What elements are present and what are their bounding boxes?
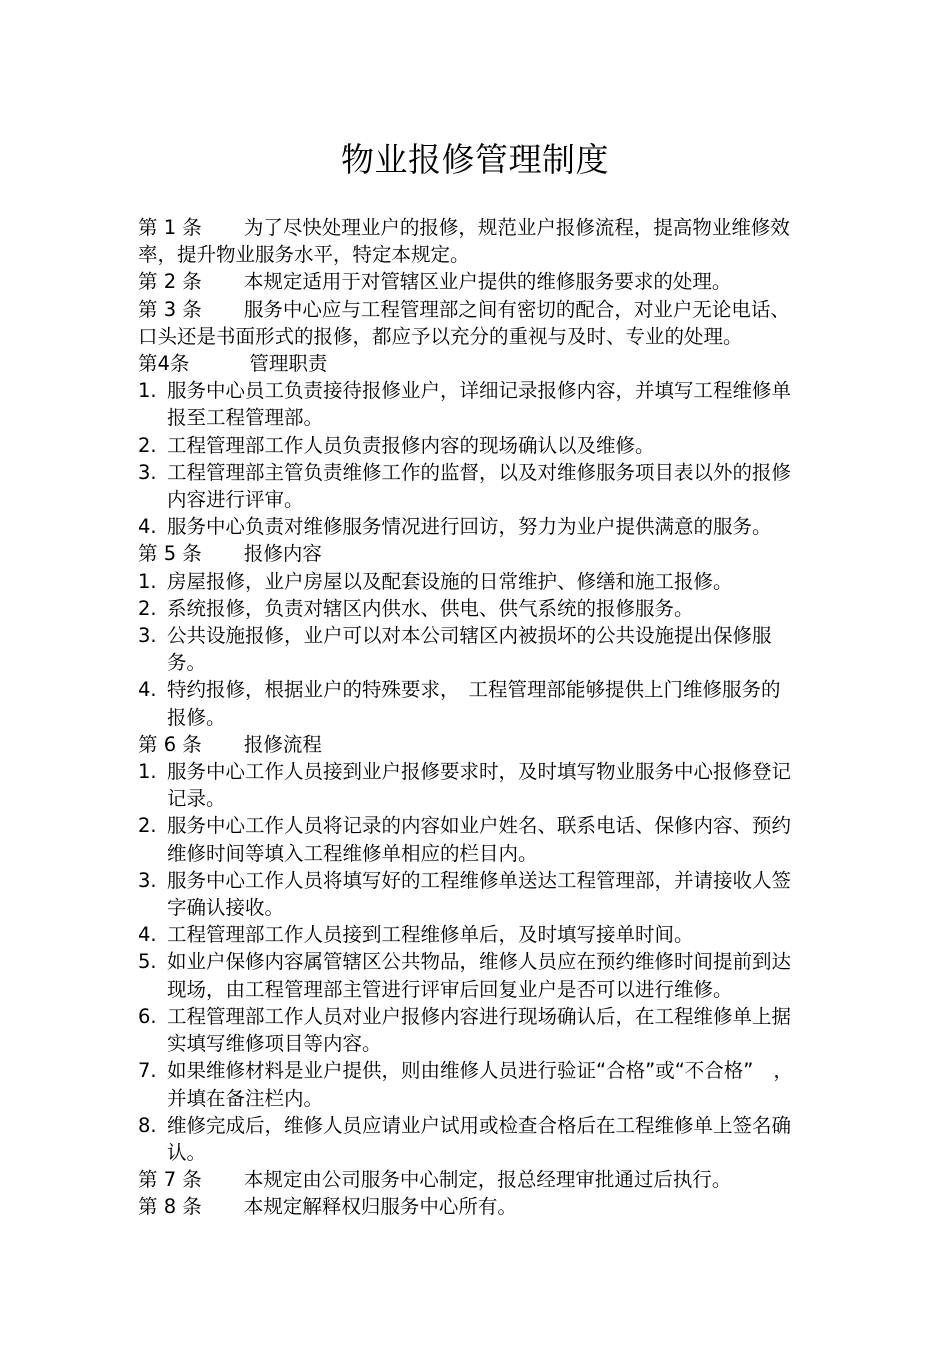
list-marker: 4.	[138, 515, 157, 539]
list-marker: 3.	[138, 868, 157, 892]
list-item	[138, 676, 794, 730]
article-6-label: 第 6 条	[138, 732, 202, 756]
list-item	[138, 1057, 794, 1111]
article-4-text: 管理职责	[249, 352, 328, 376]
list-item	[138, 568, 794, 595]
article-2-text: 本规定适用于对管辖区业户提供的维修服务要求的处理。	[243, 270, 732, 294]
list-item	[138, 812, 794, 866]
article-5-text: 报修内容	[243, 542, 322, 566]
list-item	[138, 432, 794, 459]
list-item-text: 服务中心员工负责接待报修业户，详细记录报修内容，并填写工程维修单报至工程管理部。	[167, 379, 792, 430]
list-item-text: 服务中心工作人员将记录的内容如业户姓名、联系电话、保修内容、预约维修时间等填入工程维修单相应的栏目内。	[167, 814, 792, 865]
article-7-label: 第 7 条	[138, 1168, 202, 1192]
list-item-text: 如业户保修内容属管辖区公共物品，维修人员应在预约维修时间提前到达现场，由工程管理部主管进行评审后回复业户是否可以进行维修。	[167, 950, 792, 1001]
list-item-text: 工程管理部工作人员对业户报修内容进行现场确认后，在工程维修单上据实填写维修项目等内容。	[167, 1004, 792, 1056]
article-6	[138, 731, 794, 758]
article-5-label: 第 5 条	[138, 542, 202, 566]
list-item-text: 工程管理部工作人员负责报修内容的现场确认以及维修。	[167, 433, 655, 457]
article-7-text: 本规定由公司服务中心制定，报总经理审批通过后执行。	[243, 1168, 732, 1192]
list-marker: 5.	[138, 950, 157, 974]
list-marker: 6.	[138, 1004, 157, 1028]
list-item-text: 维修完成后，维修人员应请业户试用或检查合格后在工程维修单上签名确认。	[167, 1113, 792, 1164]
article-2-label: 第 2 条	[138, 270, 202, 294]
list-item	[138, 921, 794, 948]
list-item	[138, 758, 794, 812]
list-item	[138, 377, 794, 431]
list-marker: 1.	[138, 569, 157, 593]
list-item-text: 工程管理部主管负责维修工作的监督，以及对维修服务项目表以外的报修内容进行评审。	[167, 460, 792, 512]
list-item-text: 工程管理部工作人员接到工程维修单后，及时填写接单时间。	[167, 923, 694, 947]
list-item-text: 公共设施报修，业户可以对本公司辖区内被损坏的公共设施提出保修服务。	[167, 624, 772, 675]
article-8-label: 第 8 条	[138, 1195, 202, 1219]
article-2	[138, 268, 794, 295]
list-marker: 2.	[138, 814, 157, 838]
list-marker: 4.	[138, 923, 157, 947]
list-marker: 8.	[138, 1113, 157, 1137]
document-body	[138, 214, 794, 1221]
list-item-text: 服务中心工作人员将填写好的工程维修单送达工程管理部，并请接收人签字确认接收。	[167, 868, 792, 920]
list-item	[138, 948, 794, 1002]
list-marker: 2.	[138, 596, 157, 620]
list-item-text-continued: ，并填在备注栏内。	[167, 1059, 793, 1110]
list-marker: 1.	[138, 760, 157, 784]
article-4-label: 第4条	[138, 352, 190, 376]
list-item	[138, 459, 794, 513]
article-3-text: 服务中心应与工程管理部之间有密切的配合，对业户无论电话、口头还是书面形式的报修，都应予以充分的重视与及时、专业的处理。	[138, 297, 790, 348]
list-item	[138, 595, 794, 622]
article-4	[138, 350, 794, 377]
list-item-text: 如果维修材料是业户提供，则由维修人员进行验证“合格”或“不合格”	[167, 1059, 754, 1083]
list-item-text: 特约报修，根据业户的特殊要求，	[167, 678, 460, 702]
list-marker: 1.	[138, 379, 157, 403]
list-item-text: 系统报修，负责对辖区内供水、供电、供气系统的报修服务。	[167, 596, 694, 620]
list-marker: 4.	[138, 678, 157, 702]
article-6-text: 报修流程	[243, 732, 322, 756]
article-3-label: 第 3 条	[138, 297, 202, 321]
list-marker: 2.	[138, 433, 157, 457]
article-7	[138, 1166, 794, 1193]
article-8	[138, 1193, 794, 1220]
list-item	[138, 1112, 794, 1166]
list-item	[138, 867, 794, 921]
list-item-text: 房屋报修，业户房屋以及配套设施的日常维护、修缮和施工报修。	[167, 569, 733, 593]
article-1-label: 第 1 条	[138, 216, 202, 239]
page-title: 物业报修管理制度	[341, 140, 609, 180]
article-1	[138, 214, 794, 268]
list-item	[138, 513, 794, 540]
list-item-text: 服务中心工作人员接到业户报修要求时，及时填写物业服务中心报修登记记录。	[167, 760, 792, 811]
list-item	[138, 1003, 794, 1057]
list-item	[138, 622, 794, 676]
article-5	[138, 540, 794, 567]
list-marker: 7.	[138, 1059, 157, 1083]
article-8-text: 本规定解释权归服务中心所有。	[243, 1195, 517, 1219]
list-marker: 3.	[138, 460, 157, 484]
list-marker: 3.	[138, 624, 157, 648]
article-3	[138, 296, 794, 350]
list-item-text: 服务中心负责对维修服务情况进行回访，努力为业户提供满意的服务。	[167, 515, 772, 539]
list-item-text-continued: 工程管理部能够提供上门维修服务的报修。	[167, 678, 781, 729]
article-1-text: 为了尽快处理业户的报修，规范业户报修流程，提高物业维修效率，提升物业服务水平，特定本规定。	[138, 216, 790, 267]
